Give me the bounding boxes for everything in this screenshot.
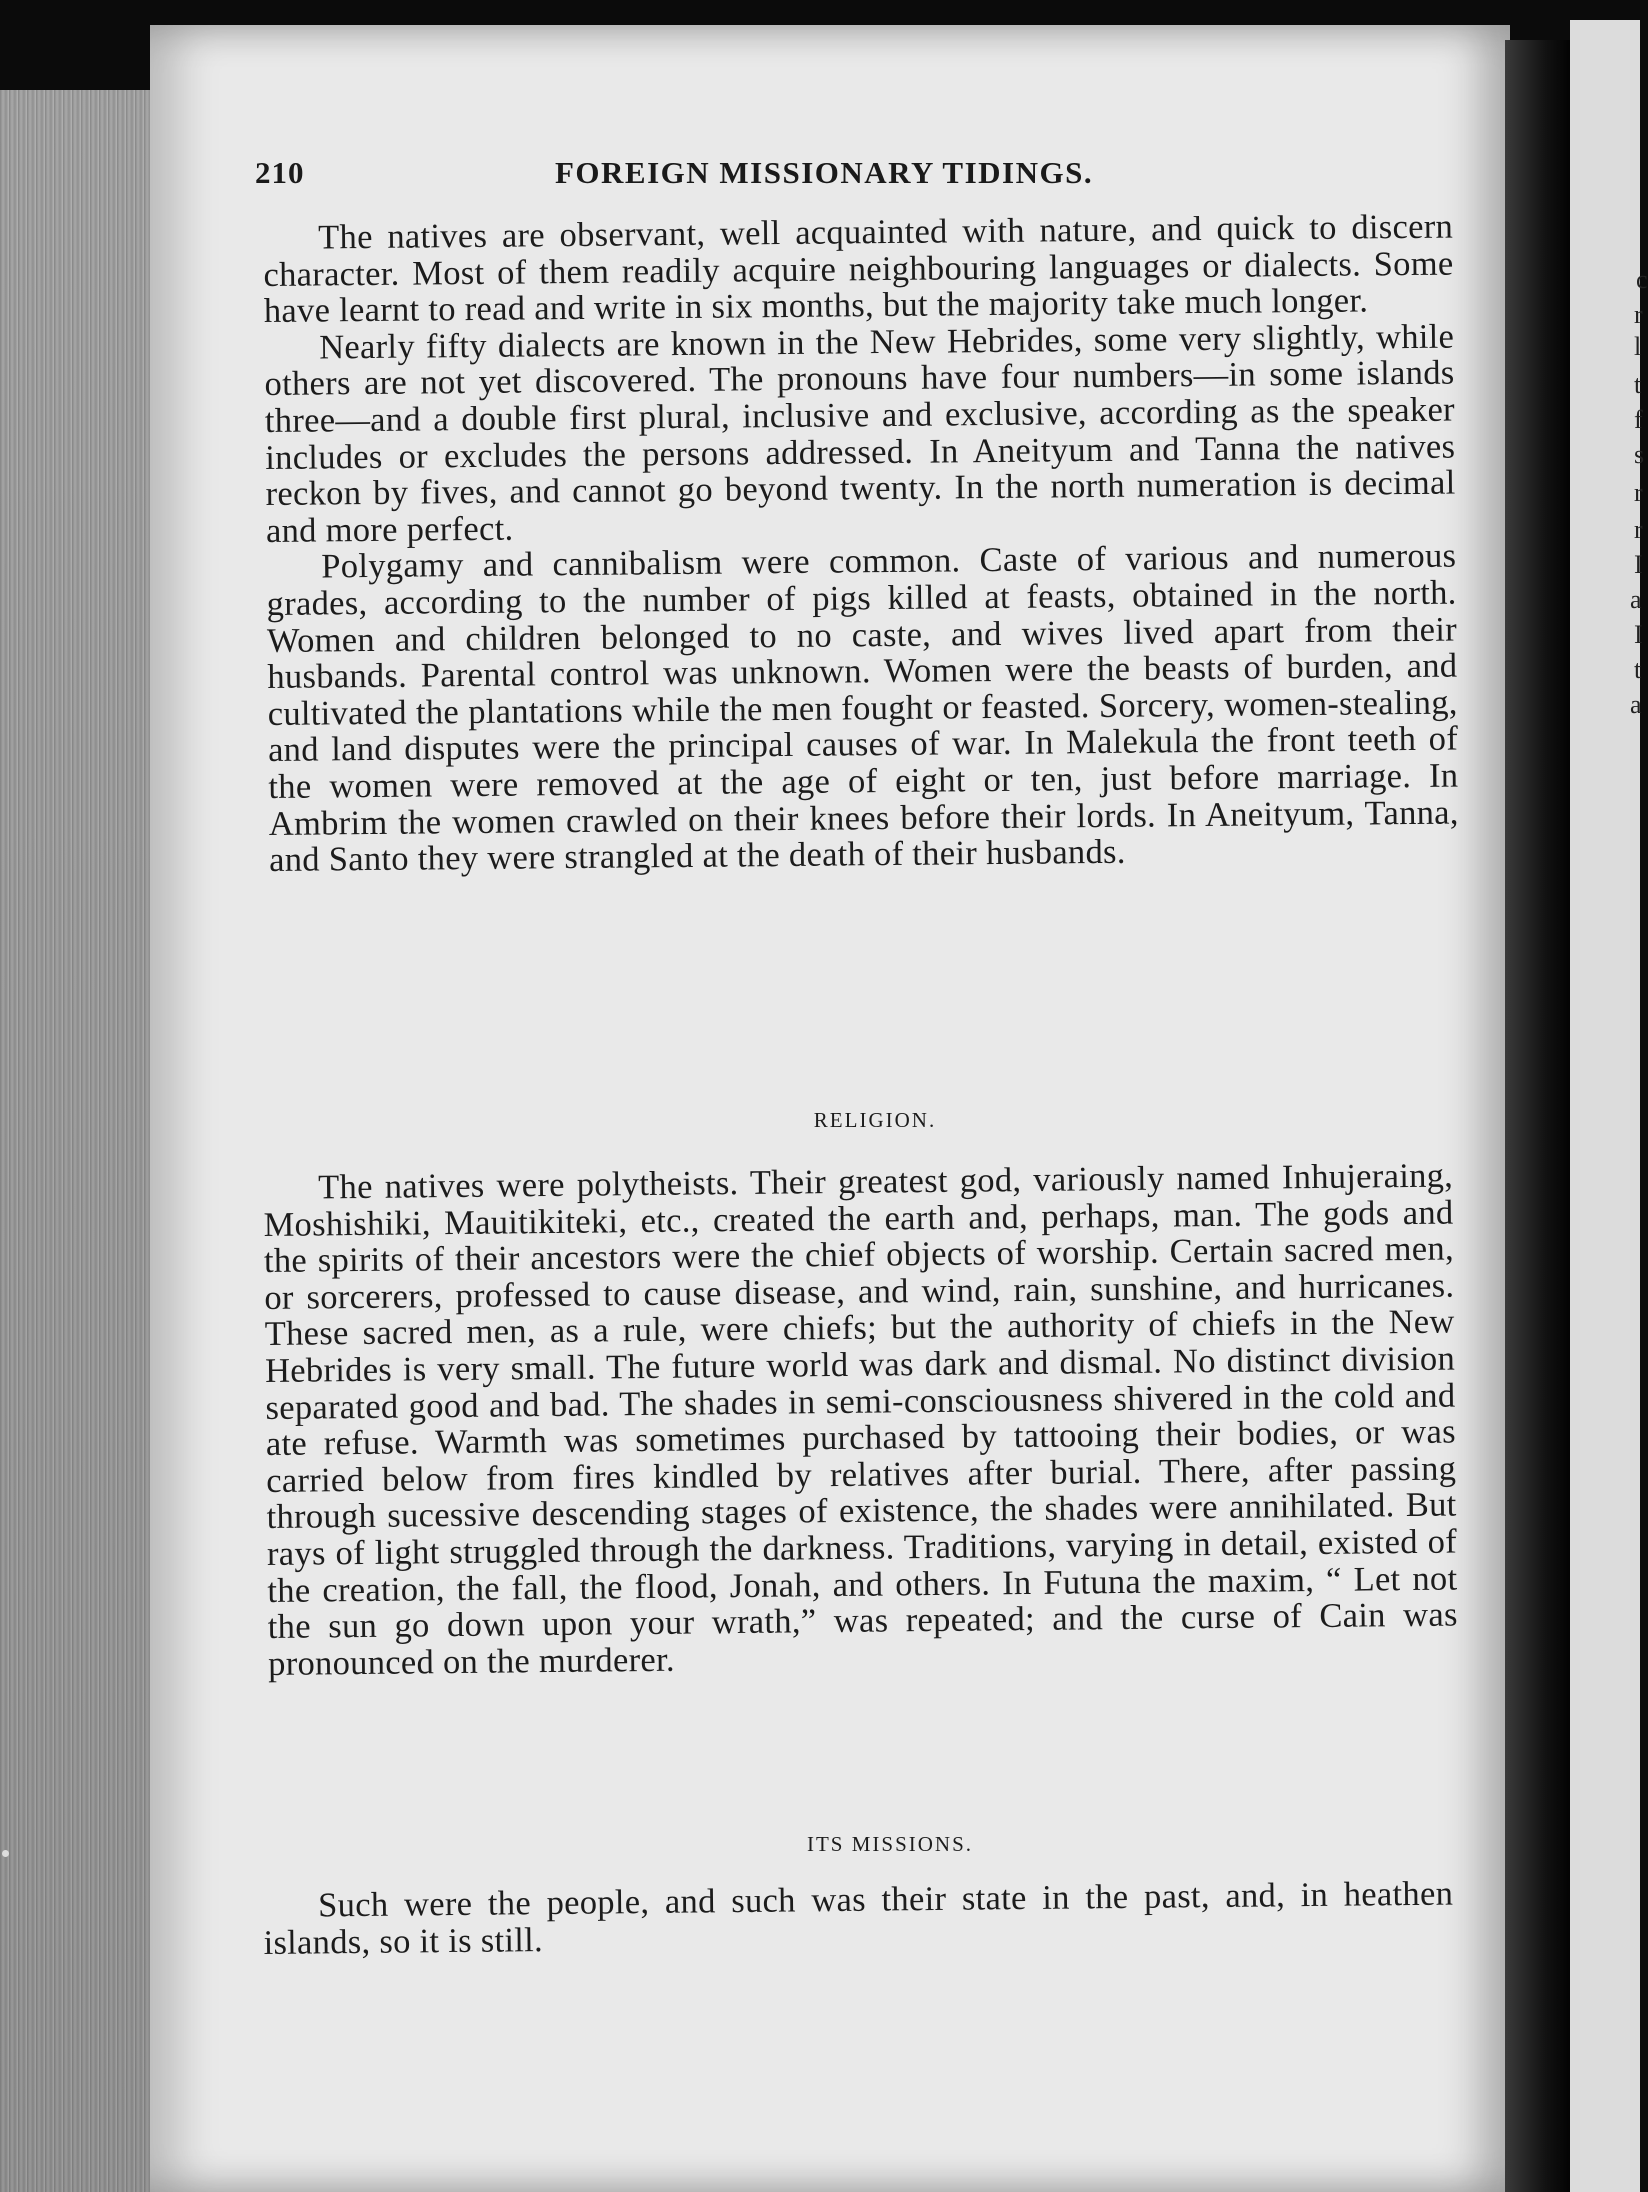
facing-page-letter: a: [1630, 585, 1642, 614]
section-heading-religion: RELIGION.: [813, 1108, 937, 1132]
facing-page-letter: r: [1634, 478, 1643, 507]
facing-page-letter: r: [1634, 515, 1643, 544]
paragraph: The natives were polytheists. Their greatest god, variously named Inhujeraing, Moshishiki, Mauitikiteki, etc., created the earth and, perhaps, man. The gods and the spirits of their ancestors were the chief objects of worship. Certain sacred men, or sorcerers, professed to cause disease, and wind, rain, sunshine, and hurricanes. These sacred men, as a rule, were chiefs; but the authority of chiefs in the New Hebrides is very small. The future world was dark and dismal. No distinct division separated good and bad. The shades in semi-consciousness shivered in the cold and ate refuse. Warmth was sometimes purchased by tattooing their bodies, or was carried below from fires kindled by relatives after burial. There, after passing through sucessive descending stages of existence, the shades were annihilated. But rays of light struggled through the darkness. Traditions, varying in detail, existed of the creation, the fall, the flood, Jonah, and others. In Futuna the maxim, “ Let not the sun go down upon your wrath,” was repeated; and the curse of Cain was pronounced on the murderer.: [263, 1156, 1458, 1683]
section-heading-missions: ITS MISSIONS.: [806, 1832, 974, 1856]
paragraph: Polygamy and cannibalism were common. Caste of various and numerous grades, according to the number of pigs killed at feasts, obtained in the north. Women and children belonged to no caste, and wives lived apart from their husbands. Parental control was unknown. Women were the beasts of burden, and cultivated the plantations while the men fought or feasted. Sorcery, women-stealing, and land disputes were the principal causes of war. In Malekula the front teeth of the women were removed at the age of eight or ten, just before marriage. In Ambrim the women crawled on their knees before their lords. In Aneityum, Tanna, and Santo they were strangled at the death of their husbands.: [266, 536, 1459, 880]
facing-page-letter: s: [1634, 440, 1645, 469]
facing-page-letter: f: [1634, 405, 1643, 434]
facing-page-letter: a: [1630, 690, 1642, 719]
intro-section: [263, 209, 1459, 879]
facing-page-edge: [1570, 20, 1648, 2192]
paragraph: Nearly fifty dialects are known in the New Hebrides, some very slightly, while others are not yet discovered. The pronouns have four numbers—in some islands three—and a double first plural, inclusive and exclusive, according as the speaker includes or excludes the persons addressed. In Aneityum and Tanna the natives reckon by fives, and cannot go beyond twenty. In the north numeration is decimal and more perfect.: [264, 317, 1456, 550]
religion-section: [263, 1158, 1458, 1683]
facing-page-letter: t: [1634, 655, 1642, 684]
edge-speck: [2, 1850, 9, 1857]
facing-page-letter: r: [1634, 300, 1643, 329]
page-number: 210: [255, 155, 305, 190]
facing-page-letter: c: [1636, 265, 1648, 294]
running-title: FOREIGN MISSIONARY TIDINGS.: [555, 155, 1094, 190]
facing-page-letter: l: [1634, 332, 1642, 361]
facing-page-letter: I: [1634, 550, 1643, 579]
paragraph: The natives are observant, well acquainted with nature, and quick to discern character. Most of them readily acquire neighbouring languages or dialects. Some have learnt to read and write in six months, but the majority take much longer.: [263, 207, 1454, 331]
facing-page-letter: I: [1634, 620, 1643, 649]
missions-section: [263, 1876, 1454, 1962]
paragraph: Such were the people, and such was their state in the past, and, in heathen islands, so it is still.: [263, 1874, 1454, 1962]
book-gutter: [1505, 40, 1575, 2192]
running-header: [255, 155, 1465, 205]
facing-page-letter: t: [1634, 370, 1642, 399]
